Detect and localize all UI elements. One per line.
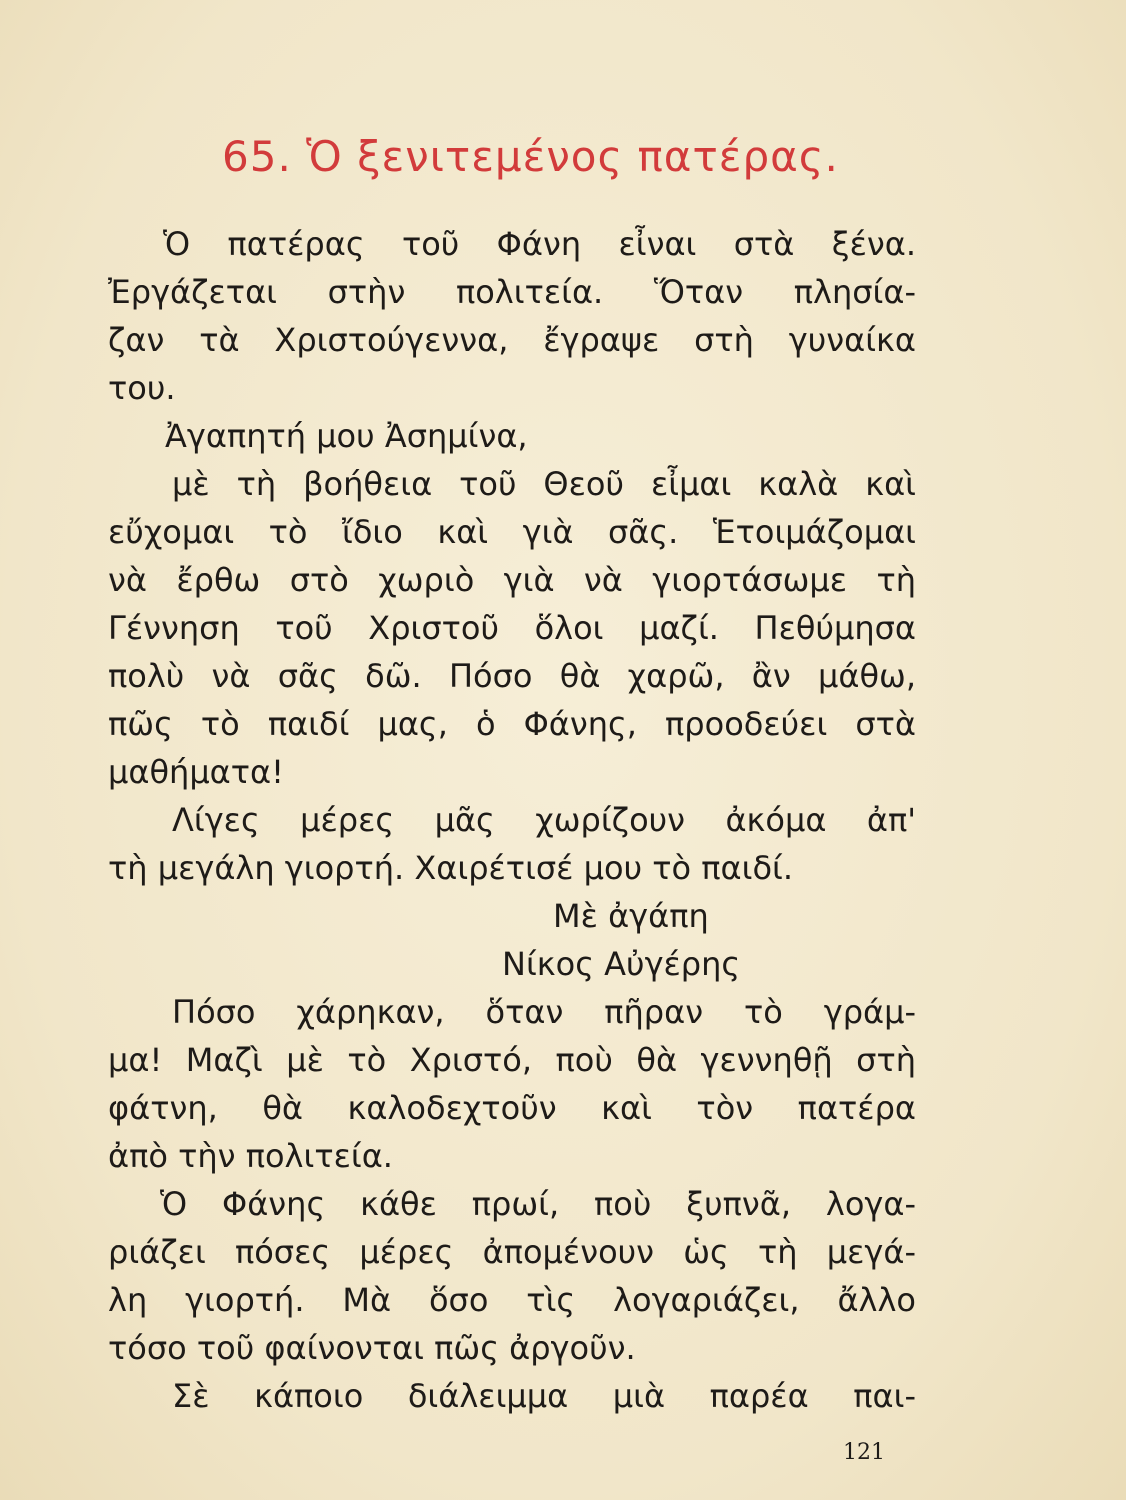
text-line: μα! Μαζὶ μὲ τὸ Χριστό, ποὺ θὰ γεννηθῇ στὴ <box>108 1041 916 1079</box>
text-line: λη γιορτή. Μὰ ὅσο τὶς λογαριάζει, ἄλλο <box>108 1281 916 1319</box>
text-line: του. <box>108 369 176 407</box>
text-line: Σὲ κάποιο διάλειμμα μιὰ παρέα παι- <box>172 1377 916 1415</box>
text-line: νὰ ἔρθω στὸ χωριὸ γιὰ νὰ γιορτάσωμε τὴ <box>108 561 916 599</box>
text-line: Ὁ πατέρας τοῦ Φάνη εἶναι στὰ ξένα. <box>163 225 916 263</box>
text-line: Ὁ Φάνης κάθε πρωί, ποὺ ξυπνᾶ, λογα- <box>160 1185 916 1223</box>
text-line: φάτνη, θὰ καλοδεχτοῦν καὶ τὸν πατέρα <box>108 1089 916 1127</box>
text-line: τόσο τοῦ φαίνονται πῶς ἀργοῦν. <box>108 1329 636 1367</box>
text-line: εὔχομαι τὸ ἴδιο καὶ γιὰ σᾶς. Ἑτοιμάζομαι <box>108 513 916 551</box>
text-line: ριάζει πόσες μέρες ἀπομένουν ὡς τὴ μεγά- <box>108 1233 916 1271</box>
letter-closing: Μὲ ἀγάπη <box>553 897 709 935</box>
text-line: Γέννηση τοῦ Χριστοῦ ὅλοι μαζί. Πεθύμησα <box>108 609 916 647</box>
text-line: Λίγες μέρες μᾶς χωρίζουν ἀκόμα ἀπ' <box>172 801 916 839</box>
page-number: 121 <box>843 1440 885 1465</box>
text-line: μὲ τὴ βοήθεια τοῦ Θεοῦ εἶμαι καλὰ καὶ <box>172 465 916 503</box>
text-line: μαθήματα! <box>108 753 284 791</box>
letter-signature: Νίκος Αὐγέρης <box>502 945 741 983</box>
text-line: Ἐργάζεται στὴν πολιτεία. Ὅταν πλησία- <box>108 273 916 311</box>
text-line: ἀπὸ τὴν πολιτεία. <box>108 1137 393 1175</box>
text-line: τὴ μεγάλη γιορτή. Χαιρέτισέ μου τὸ παιδί. <box>108 849 794 887</box>
text-line: πῶς τὸ παιδί μας, ὁ Φάνης, προοδεύει στὰ <box>108 705 916 743</box>
text-line: πολὺ νὰ σᾶς δῶ. Πόσο θὰ χαρῶ, ἂν μάθω, <box>108 657 916 695</box>
chapter-title: 65. Ὁ ξενιτεμένος πατέρας. <box>222 132 839 181</box>
text-line: ζαν τὰ Χριστούγεννα, ἔγραψε στὴ γυναίκα <box>108 321 916 359</box>
text-line: Πόσο χάρηκαν, ὅταν πῆραν τὸ γράμ- <box>172 993 916 1031</box>
letter-salutation: Ἀγαπητή μου Ἀσημίνα, <box>165 417 528 455</box>
